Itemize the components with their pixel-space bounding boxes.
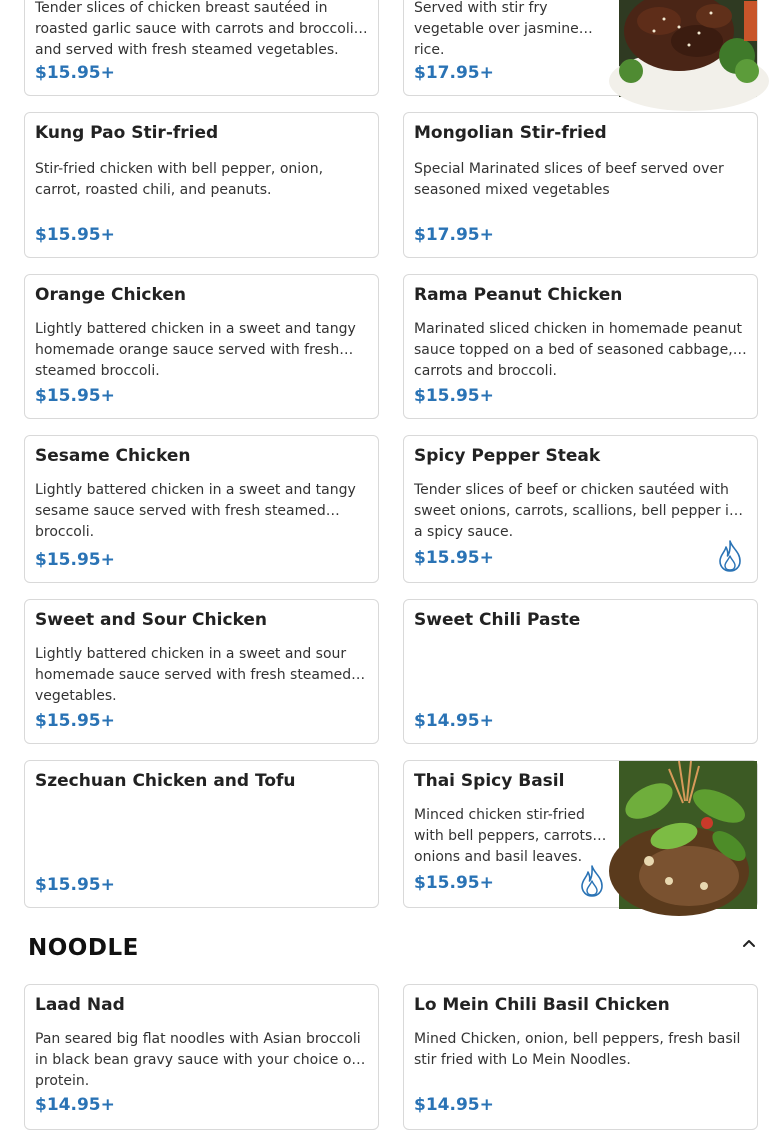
item-name: Orange Chicken xyxy=(35,285,186,305)
menu-item-card[interactable] xyxy=(403,760,758,908)
item-description: Tender slices of chicken breast sautéed in roasted garlic sauce with carrots and broccoli and served with fresh steamed vegetables. xyxy=(35,0,354,58)
item-description: Pan seared big flat noodles with Asian broccoli in black bean gravy sauce with your choice of protein. xyxy=(35,1031,361,1089)
item-price: $15.95+ xyxy=(35,875,115,895)
item-price: $15.95+ xyxy=(35,386,115,406)
section-title: NOODLE xyxy=(28,935,139,961)
item-description: Served with stir fry vegetable over jasmine rice. xyxy=(414,0,579,58)
item-description: Lightly battered chicken in a sweet and tangy sesame sauce served with fresh steamed broccoli. xyxy=(35,482,356,540)
chevron-up-icon xyxy=(742,938,756,948)
beef-dish-photo xyxy=(619,0,757,95)
item-description: Lightly battered chicken in a sweet and sour homemade sauce served with fresh steamed vegetables. xyxy=(35,646,352,704)
item-price: $14.95+ xyxy=(35,1095,115,1115)
item-name: Thai Spicy Basil xyxy=(414,771,565,791)
item-name: Sweet and Sour Chicken xyxy=(35,610,268,630)
menu-item-card[interactable] xyxy=(403,112,758,258)
menu-item-card[interactable] xyxy=(403,274,758,419)
item-price: $14.95+ xyxy=(414,711,494,731)
item-description: Special Marinated slices of beef served over seasoned mixed vegetables xyxy=(414,161,724,198)
menu-item-card[interactable] xyxy=(24,435,379,583)
menu-item-card[interactable] xyxy=(24,599,379,744)
item-price: $15.95+ xyxy=(414,386,494,406)
item-price: $15.95+ xyxy=(35,63,115,83)
item-name: Sweet Chili Paste xyxy=(414,610,581,630)
item-description: Minced chicken stir-fried with bell peppers, carrots, onions and basil leaves. xyxy=(414,807,597,865)
menu-item-card[interactable] xyxy=(403,599,758,744)
item-name: Sesame Chicken xyxy=(35,446,191,466)
item-name: Spicy Pepper Steak xyxy=(414,446,601,466)
basil-dish-photo xyxy=(619,761,757,907)
item-name: Laad Nad xyxy=(35,995,125,1015)
item-name: Mongolian Stir-fried xyxy=(414,123,607,143)
collapse-section-button[interactable] xyxy=(738,932,760,954)
item-price: $14.95+ xyxy=(414,1095,494,1115)
menu-item-card[interactable] xyxy=(24,760,379,908)
flame-icon xyxy=(718,540,742,572)
item-description: Stir-fried chicken with bell pepper, onion, carrot, roasted chili, and peanuts. xyxy=(35,161,324,198)
item-name: Lo Mein Chili Basil Chicken xyxy=(414,995,670,1015)
menu-item-card[interactable] xyxy=(403,984,758,1130)
menu-item-card[interactable] xyxy=(403,435,758,583)
menu-item-card[interactable] xyxy=(24,984,379,1130)
item-name: Kung Pao Stir-fried xyxy=(35,123,219,143)
item-description: Mined Chicken, onion, bell peppers, fresh basil stir fried with Lo Mein Noodles. xyxy=(414,1031,741,1068)
item-name: Szechuan Chicken and Tofu xyxy=(35,771,296,791)
item-description: Lightly battered chicken in a sweet and tangy homemade orange sauce served with fresh steamed broccoli. xyxy=(35,321,356,379)
menu-item-card[interactable] xyxy=(24,274,379,419)
menu-item-card[interactable] xyxy=(24,0,379,96)
item-price: $15.95+ xyxy=(35,550,115,570)
item-price: $15.95+ xyxy=(35,711,115,731)
item-name: Rama Peanut Chicken xyxy=(414,285,623,305)
item-description: Tender slices of beef or chicken sautéed with sweet onions, carrots, scallions, bell pepper in a spicy sauce. xyxy=(414,482,738,540)
item-price: $15.95+ xyxy=(414,548,494,568)
menu-item-card[interactable] xyxy=(24,112,379,258)
item-price: $17.95+ xyxy=(414,63,494,83)
flame-icon xyxy=(580,865,604,897)
item-price: $17.95+ xyxy=(414,225,494,245)
menu-item-card[interactable] xyxy=(403,0,758,96)
item-price: $15.95+ xyxy=(35,225,115,245)
item-price: $15.95+ xyxy=(414,873,494,893)
item-description: Marinated sliced chicken in homemade peanut sauce topped on a bed of seasoned cabbage, carrots and broccoli. xyxy=(414,321,743,379)
